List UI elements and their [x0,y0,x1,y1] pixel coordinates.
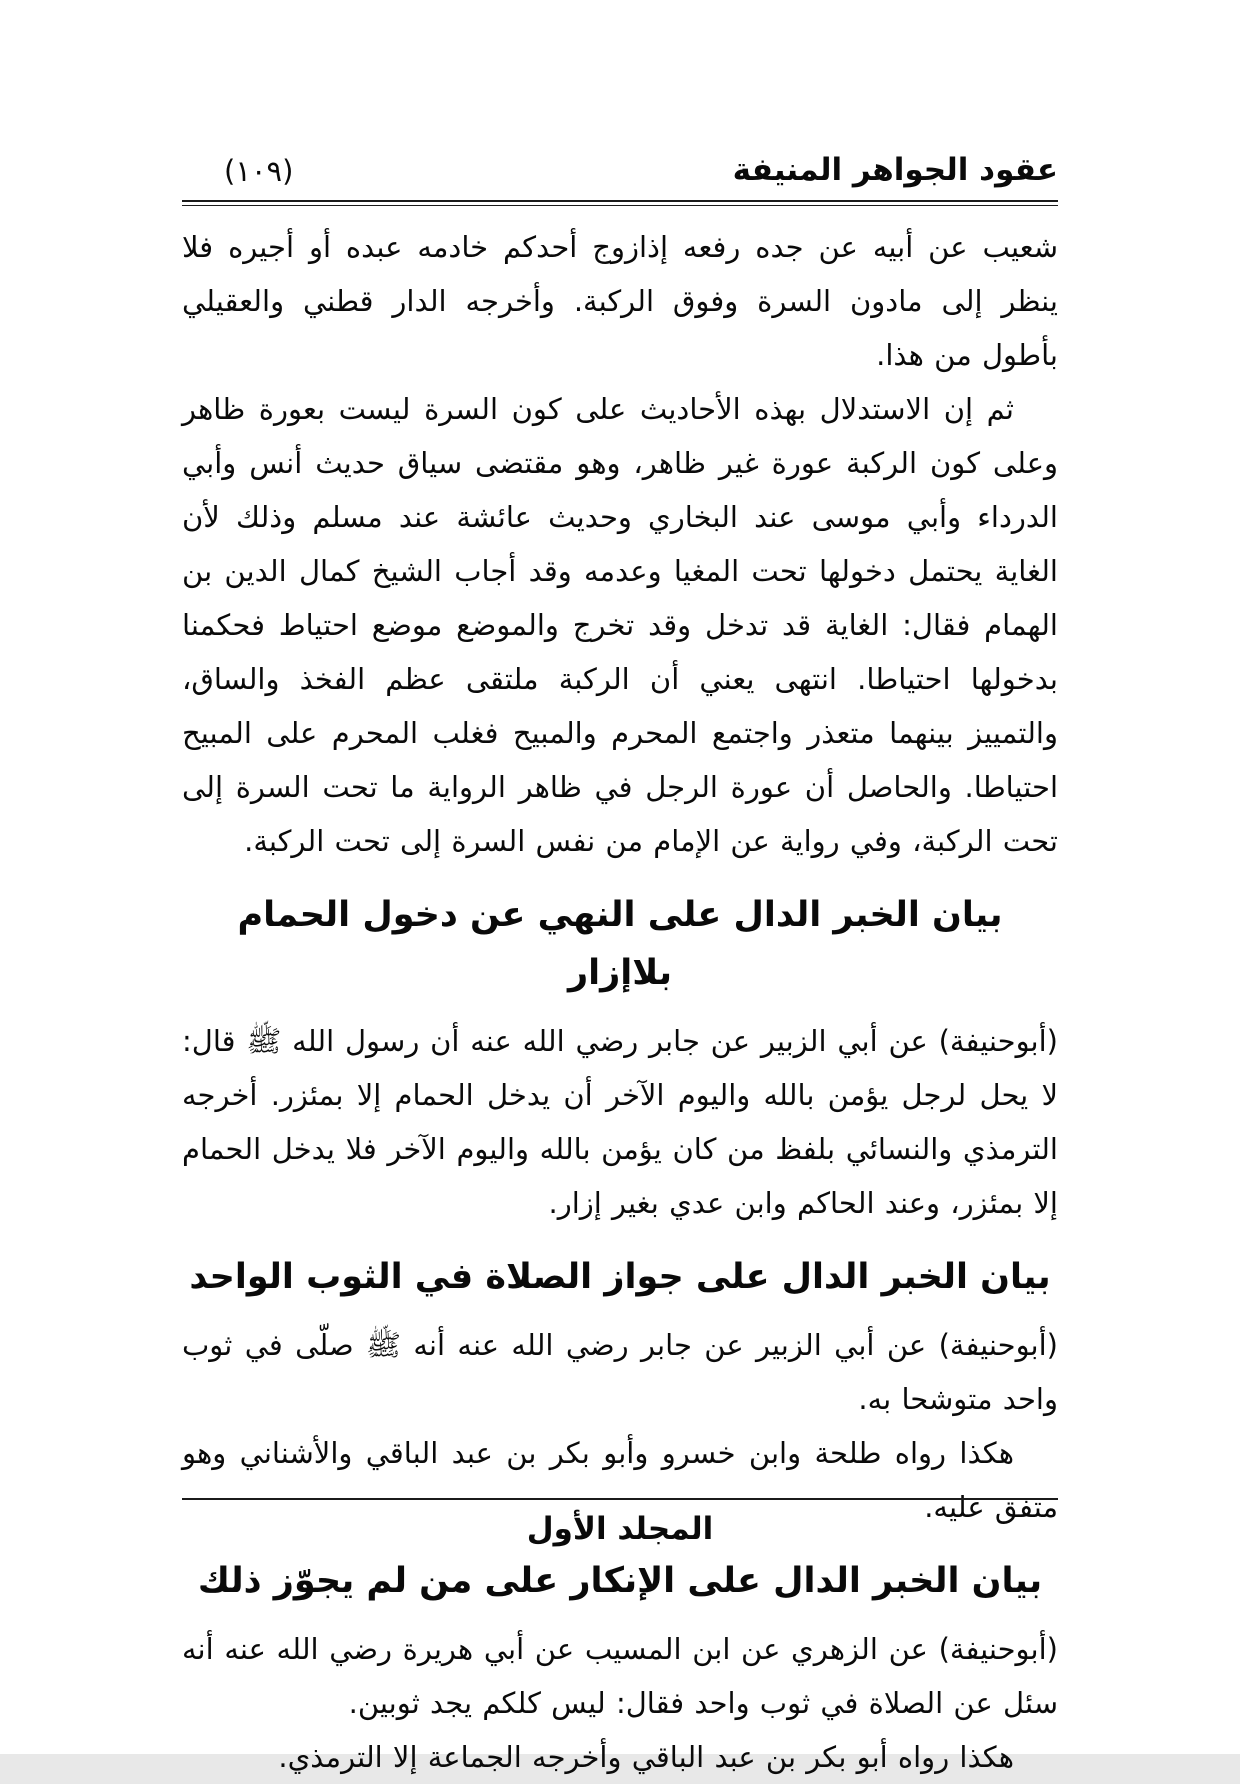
heading-hammam: بيان الخبر الدال على النهي عن دخول الحمام بلاإزار [237,895,1003,994]
page-number: (١٠٩) [224,153,294,188]
footer-divider [182,1498,1058,1500]
header-divider [182,200,1058,206]
paragraph-talha: هكذا رواه طلحة وابن خسرو وأبو بكر بن عبد الباقي والأشناني وهو متفق عليه. [182,1436,1058,1525]
paragraph-bakr: هكذا رواه أبو بكر بن عبد الباقي وأخرجه الجماعة إلا الترمذي. [278,1740,1014,1775]
heading-thawb: بيان الخبر الدال على جواز الصلاة في الثوب الواحد [189,1257,1051,1298]
volume-label: المجلد الأول [526,1511,714,1547]
paragraph-inkar: (أبوحنيفة) عن الزهري عن ابن المسيب عن أبي هريرة رضي الله عنه أنه سئل عن الصلاة في ثوب واحد فقال: ليس كلكم يجد ثوبين. [182,1632,1058,1721]
paragraph-istidlal: ثم إن الاستدلال بهذه الأحاديث على كون السرة ليست بعورة ظاهر وعلى كون الركبة عورة غير ظاهر، وهو مقتضى سياق حديث أنس وأبي الدرداء وأبي موسى عند البخاري وحديث عائشة عند مسلم وذلك لأن الغاية يحتمل دخولها تحت المغيا وعدمه وقد أجاب الشيخ كمال الدين بن الهمام فقال: الغاية قد تدخل وقد تخرج والموضع موضع احتياط فحكمنا بدخولها احتياطا. انتهى يعني أن الركبة ملتقى عظم الفخذ والساق، والتمييز بينهما متعذر واجتمع المحرم والمبيح فغلب المحرم على المبيح احتياطا. والحاصل أن عورة الرجل في ظاهر الرواية ما تحت السرة إلى تحت الركبة، وفي رواية عن الإمام من نفس السرة إلى تحت الركبة. [182,392,1058,859]
page-footer [182,1498,1058,1551]
paragraph-thawb: (أبوحنيفة) عن أبي الزبير عن جابر رضي الله عنه أنه ﷺ صلّى في ثوب واحد متوشحا به. [182,1328,1058,1417]
paragraph-hammam: (أبوحنيفة) عن أبي الزبير عن جابر رضي الله عنه أن رسول الله ﷺ قال: لا يحل لرجل يؤمن بالله واليوم الآخر أن يدخل الحمام إلا بمئزر. أخرجه الترمذي والنسائي بلفظ من كان يؤمن بالله واليوم الآخر فلا يدخل الحمام إلا بمئزر، وعند الحاكم وابن عدي بغير إزار. [182,1024,1058,1221]
book-title: عقود الجواهر المنيفة [732,152,1058,188]
heading-inkar: بيان الخبر الدال على الإنكار على من لم يجوّز ذلك [197,1561,1043,1602]
page-header [182,150,1058,190]
paragraph-shuayb: شعيب عن أبيه عن جده رفعه إذازوج أحدكم خادمه عبده أو أجيره فلا ينظر إلى مادون السرة وفوق الركبة. وأخرجه الدار قطني والعقيلي بأطول من هذا. [182,230,1058,373]
